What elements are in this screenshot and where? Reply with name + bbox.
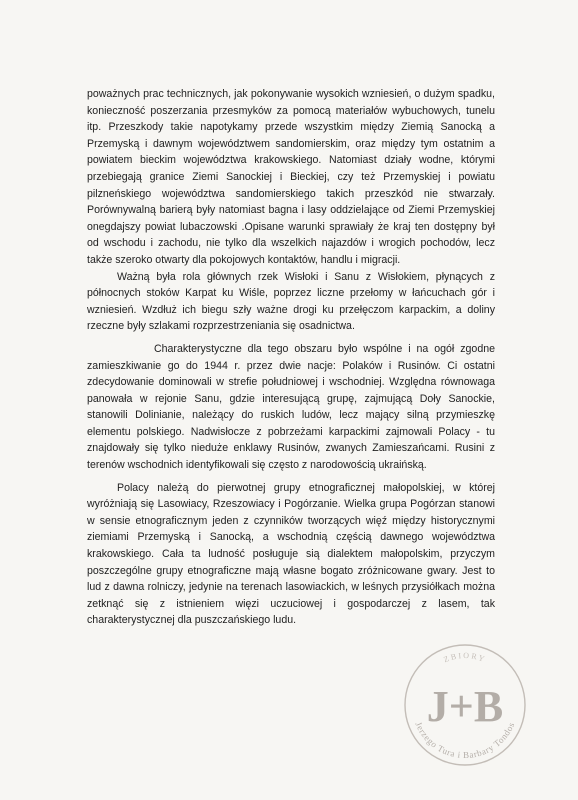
paragraph-4: Polacy należą do pierwotnej grupy etnograficznej małopolskiej, w której wyróżniają się Lasowiacy, Rzeszowiacy i Pogórzanie. Wielka grupa Pogórzan stanowi w sensie etnograficznym jeden z czynników tworzących więź między historycznymi ziemiami Przemyską i Sanocką, a wschodnią częścią dawnego województwa krakowskiego. Cała ta ludność posługuje sią dialektem małopolskim, przyczym poszczególne grupy etnograficzne mają własne bogato zróżnicowane gwary. Jest to lud z dawna rolniczy, jedynie na terenach lasowiackich, w leśnych przysiółkach można zetknąć się z istnieniem więzi uczuciowej i gospodarczej z lasem, tak charakterystycznej dla puszczańskiego ludu. <box>87 481 495 627</box>
paragraph-3: Charakterystyczne dla tego obszaru było wspólne i na ogół zgodne zamieszkiwanie go do 1944 r. przez dwie nacje: Polaków i Rusinów. Ci ostatni zdecydowanie dominowali w strefie południowej i wschodniej. Względna równowaga panowała w rejonie Sanu, gdzie interesującą grupę, zajmującą Doły Sanockie, stanowili Dolinianie, należący do ruskich ludów, lecz mający silną przymieszkę elementu polskiego. Nadwisłocze z pobrzeżami karpackimi zajmowali Polacy - tu znajdowały się tylko nieduże enklawy Rusinów, zwanych Zamieszańcami. Rusini z terenów wschodnich identyfikowali się często z narodowością ukraińską. <box>87 342 495 472</box>
document-body <box>87 86 495 629</box>
paragraph-1: poważnych prac technicznych, jak pokonywanie wysokich wzniesień, o dużym spadku, konieczność poszerzania przesmyków za pomocą materiałów wybuchowych, tunelu itp. Przeszkody takie napotykamy przede wszystkim między Ziemią Sanocką a Przemyską i dawnym województwem sandomierskim, oraz między tym ostatnim a powiatem bieckim województwa krakowskiego. Natomiast działy wodne, którymi przebiegają granice Ziemi Sanockiej i Bieckiej, czy też Przemyskiej i powiatu pilzneńskiego województwa sandomierskiego takich przeszkód nie stwarzały. Porównywalną barierą były natomiast bagna i lasy oddzielające od Ziemi Przemyskiej onegdajszy powiat lubaczowski .Opisane warunki sprawiały że kraj ten dostępny był od wschodu i zachodu, nie tylko dla wszelkich najazdów i wrogich pochodów, lecz także szeroko otwarty dla pokojowych kontaktów, handlu i migracji. <box>87 88 495 266</box>
stamp-monogram: J+B <box>426 682 504 731</box>
stamp-ring-text-top: ZBIORY <box>442 650 488 665</box>
collection-stamp <box>400 643 530 773</box>
stamp-ring-text: Jerzego Tura i Barbary Tondos <box>413 720 517 761</box>
paragraph-2: Ważną była rola głównych rzek Wisłoki i Sanu z Wisłokiem, płynących z północnych stoków Karpat ku Wiśle, poprzez liczne przełomy w łańcuchach gór i wzniesień. Wzdłuż ich biegu szły ważne drogi ku przełęczom karpackim, a doliny rzeczne były szlakami rozprzestrzeniania się osadnictwa. <box>87 270 495 333</box>
